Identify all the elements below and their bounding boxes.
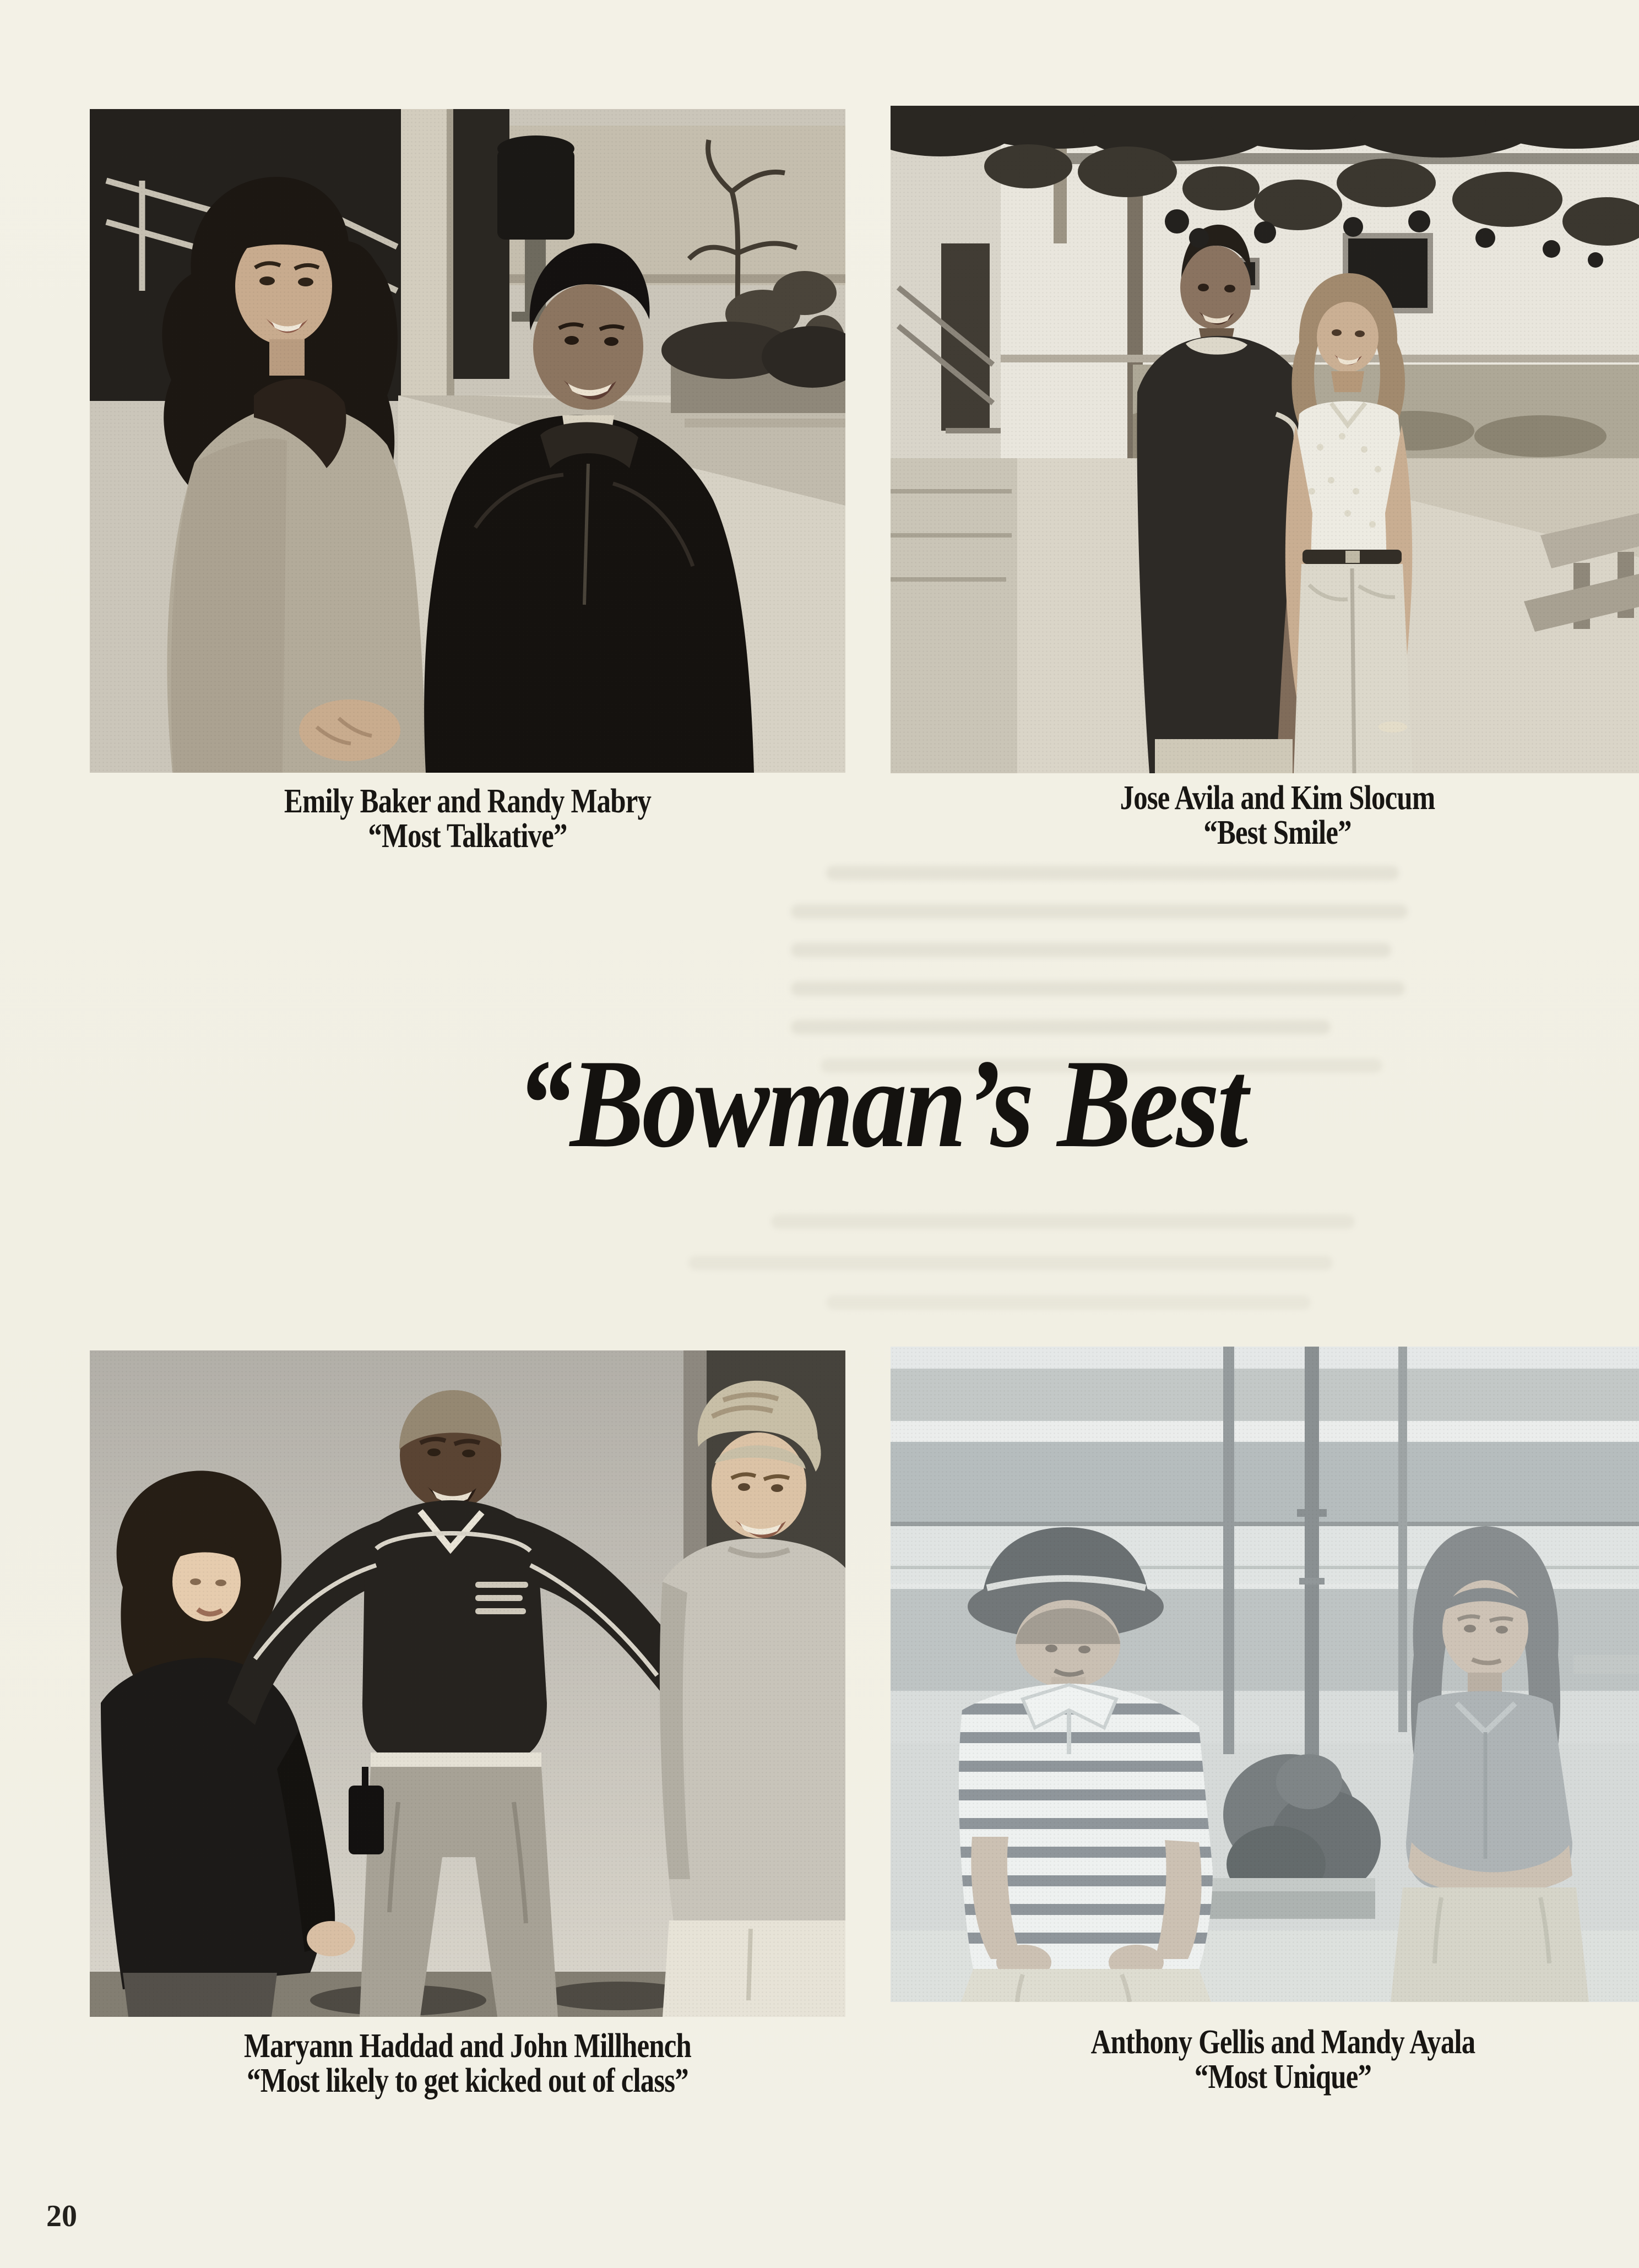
page-number: 20 [46, 2199, 77, 2233]
caption-superlative: “Most likely to get kicked out of class” [247, 2062, 688, 2099]
photo-best-smile [891, 106, 1639, 773]
caption-superlative: “Most Talkative” [368, 817, 567, 855]
caption-kicked-out-of-class [158, 2029, 777, 2098]
caption-names: Jose Avila and Kim Slocum [1120, 779, 1435, 817]
photo-most-talkative [90, 109, 845, 773]
photo-best-smile-illustration [891, 106, 1639, 773]
ghost-text-line [771, 1214, 1355, 1229]
ghost-text-line [791, 943, 1391, 957]
caption-superlative: “Most Unique” [1194, 2058, 1372, 2096]
ghost-text-line [791, 1020, 1331, 1034]
caption-most-unique [976, 2025, 1589, 2095]
page-title: “Bowman’s Best [517, 1033, 1246, 1174]
photo-most-unique [891, 1347, 1639, 2002]
photo-kicked-out-illustration [90, 1350, 845, 2017]
ghost-text-line [826, 1295, 1311, 1310]
ghost-text-line [791, 904, 1408, 919]
ghost-text-line [826, 866, 1399, 880]
photo-most-unique-illustration [891, 1347, 1639, 2002]
caption-names: Anthony Gellis and Mandy Ayala [1090, 2023, 1475, 2061]
caption-best-smile [970, 781, 1584, 850]
ghost-text-line [791, 981, 1405, 996]
photo-kicked-out-of-class [90, 1350, 845, 2017]
caption-most-talkative [158, 784, 777, 854]
fade-overlay [891, 1347, 1639, 2002]
ghost-text-line [688, 1256, 1333, 1270]
caption-names: Maryann Haddad and John Millhench [243, 2027, 692, 2065]
caption-superlative: “Best Smile” [1203, 814, 1352, 851]
person-kim [1285, 273, 1413, 773]
photo-most-talkative-illustration [90, 109, 845, 773]
caption-names: Emily Baker and Randy Mabry [284, 783, 652, 820]
